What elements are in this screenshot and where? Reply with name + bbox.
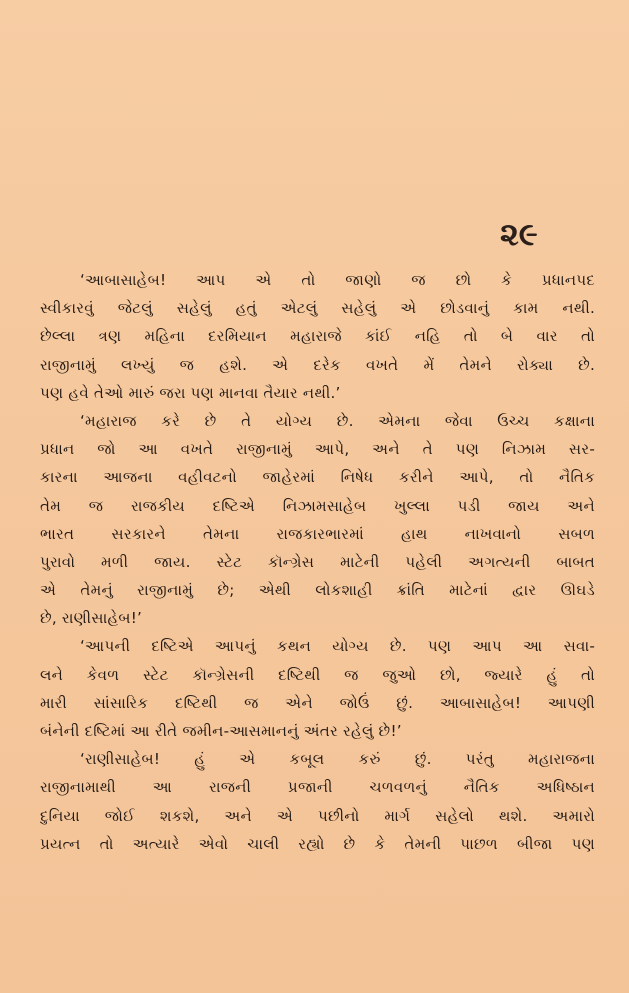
text-line: ‘મહારાજ કરે છે તે યોગ્ય છે. એમના જેવા ઉચ્ચ કક્ષાના — [80, 411, 595, 430]
text-line: પુરાવો મળી જાય. સ્ટેટ કૉન્ગ્રેસ માટેની પહેલી અગત્યની બાબત — [40, 552, 595, 571]
text-line: દુનિયા જોઈ શકશે, અને એ પછીનો માર્ગ સહેલો થશે. અમારો — [40, 806, 595, 825]
text-line: છે, રાણીસાહેબ!’ — [40, 609, 142, 628]
text-line: કારના આજના વહીવટનો જાહેરમાં નિષેધ કરીને આપે, તો નૈતિક — [40, 468, 595, 487]
paragraph — [40, 632, 595, 745]
text-line: એ તેમનું રાજીનામું છે; એથી લોકશાહી ક્રાંતિ માટેનાં દ્વાર ઊઘડે — [40, 581, 595, 600]
text-line: મારી સાંસારિક દષ્ટિથી જ એને જોઉં છું. આબાસાહેબ! આપણી — [40, 693, 595, 712]
text-line: પ્રયત્ન તો અત્યારે એવો ચાલી રહ્યો છે કે તેમની પાછળ બીજા પણ — [40, 834, 595, 853]
text-line: રાજીનામું લખ્યું જ હશે. એ દરેક વખતે મેં તેમને રોક્યા છે. — [40, 355, 595, 374]
paragraph — [40, 266, 595, 407]
text-line: છેલ્લા ત્રણ મહિના દરમિયાન મહારાજે કાંઈ નહિ તો બે વાર તો — [40, 327, 595, 346]
text-line: લને કેવળ સ્ટેટ કૉન્ગ્રેસની દષ્ટિથી જ જુઓ છો, જ્યારે હું તો — [40, 665, 595, 684]
text-line: રાજીનામાથી આ રાજની પ્રજાની ચળવળનું નૈતિક અધિષ્ઠાન — [40, 778, 595, 797]
paragraph — [40, 407, 595, 633]
paragraph — [40, 745, 595, 858]
text-line: તેમ જ રાજકીય દષ્ટિએ નિઝામસાહેબ ખુલ્લા પડી જાય અને — [40, 496, 595, 515]
text-line: ભારત સરકારને તેમના રાજકારભારમાં હાથ નાખવાનો સબળ — [40, 524, 595, 543]
text-line: સ્વીકારવું જેટલું સહેલું હતું એટલું સહેલું એ છોડવાનું કામ નથી. — [40, 299, 595, 318]
text-line: બંનેની દષ્ટિમાં આ રીતે જમીન-આસમાનનું અંતર રહેલું છે!’ — [40, 722, 402, 740]
text-line: પ્રધાન જો આ વખતે રાજીનામું આપે, અને તે પણ નિઝામ સર- — [40, 440, 595, 459]
text-line: ‘આબાસાહેબ! આપ એ તો જાણો જ છો કે પ્રધાનપદ — [80, 271, 595, 289]
page-number: ૨૯ — [500, 215, 538, 253]
body-text — [40, 266, 595, 858]
text-line: ‘આપની દષ્ટિએ આપનું કથન યોગ્ય છે. પણ આપ આ સવા- — [80, 637, 595, 656]
text-line: પણ હવે તેઓ મારું જરા પણ માનવા તૈયાર નથી.’ — [40, 383, 341, 402]
text-line: ‘રાણીસાહેબ! હું એ કબૂલ કરું છું. પરંતુ મહારાજના — [80, 750, 595, 769]
